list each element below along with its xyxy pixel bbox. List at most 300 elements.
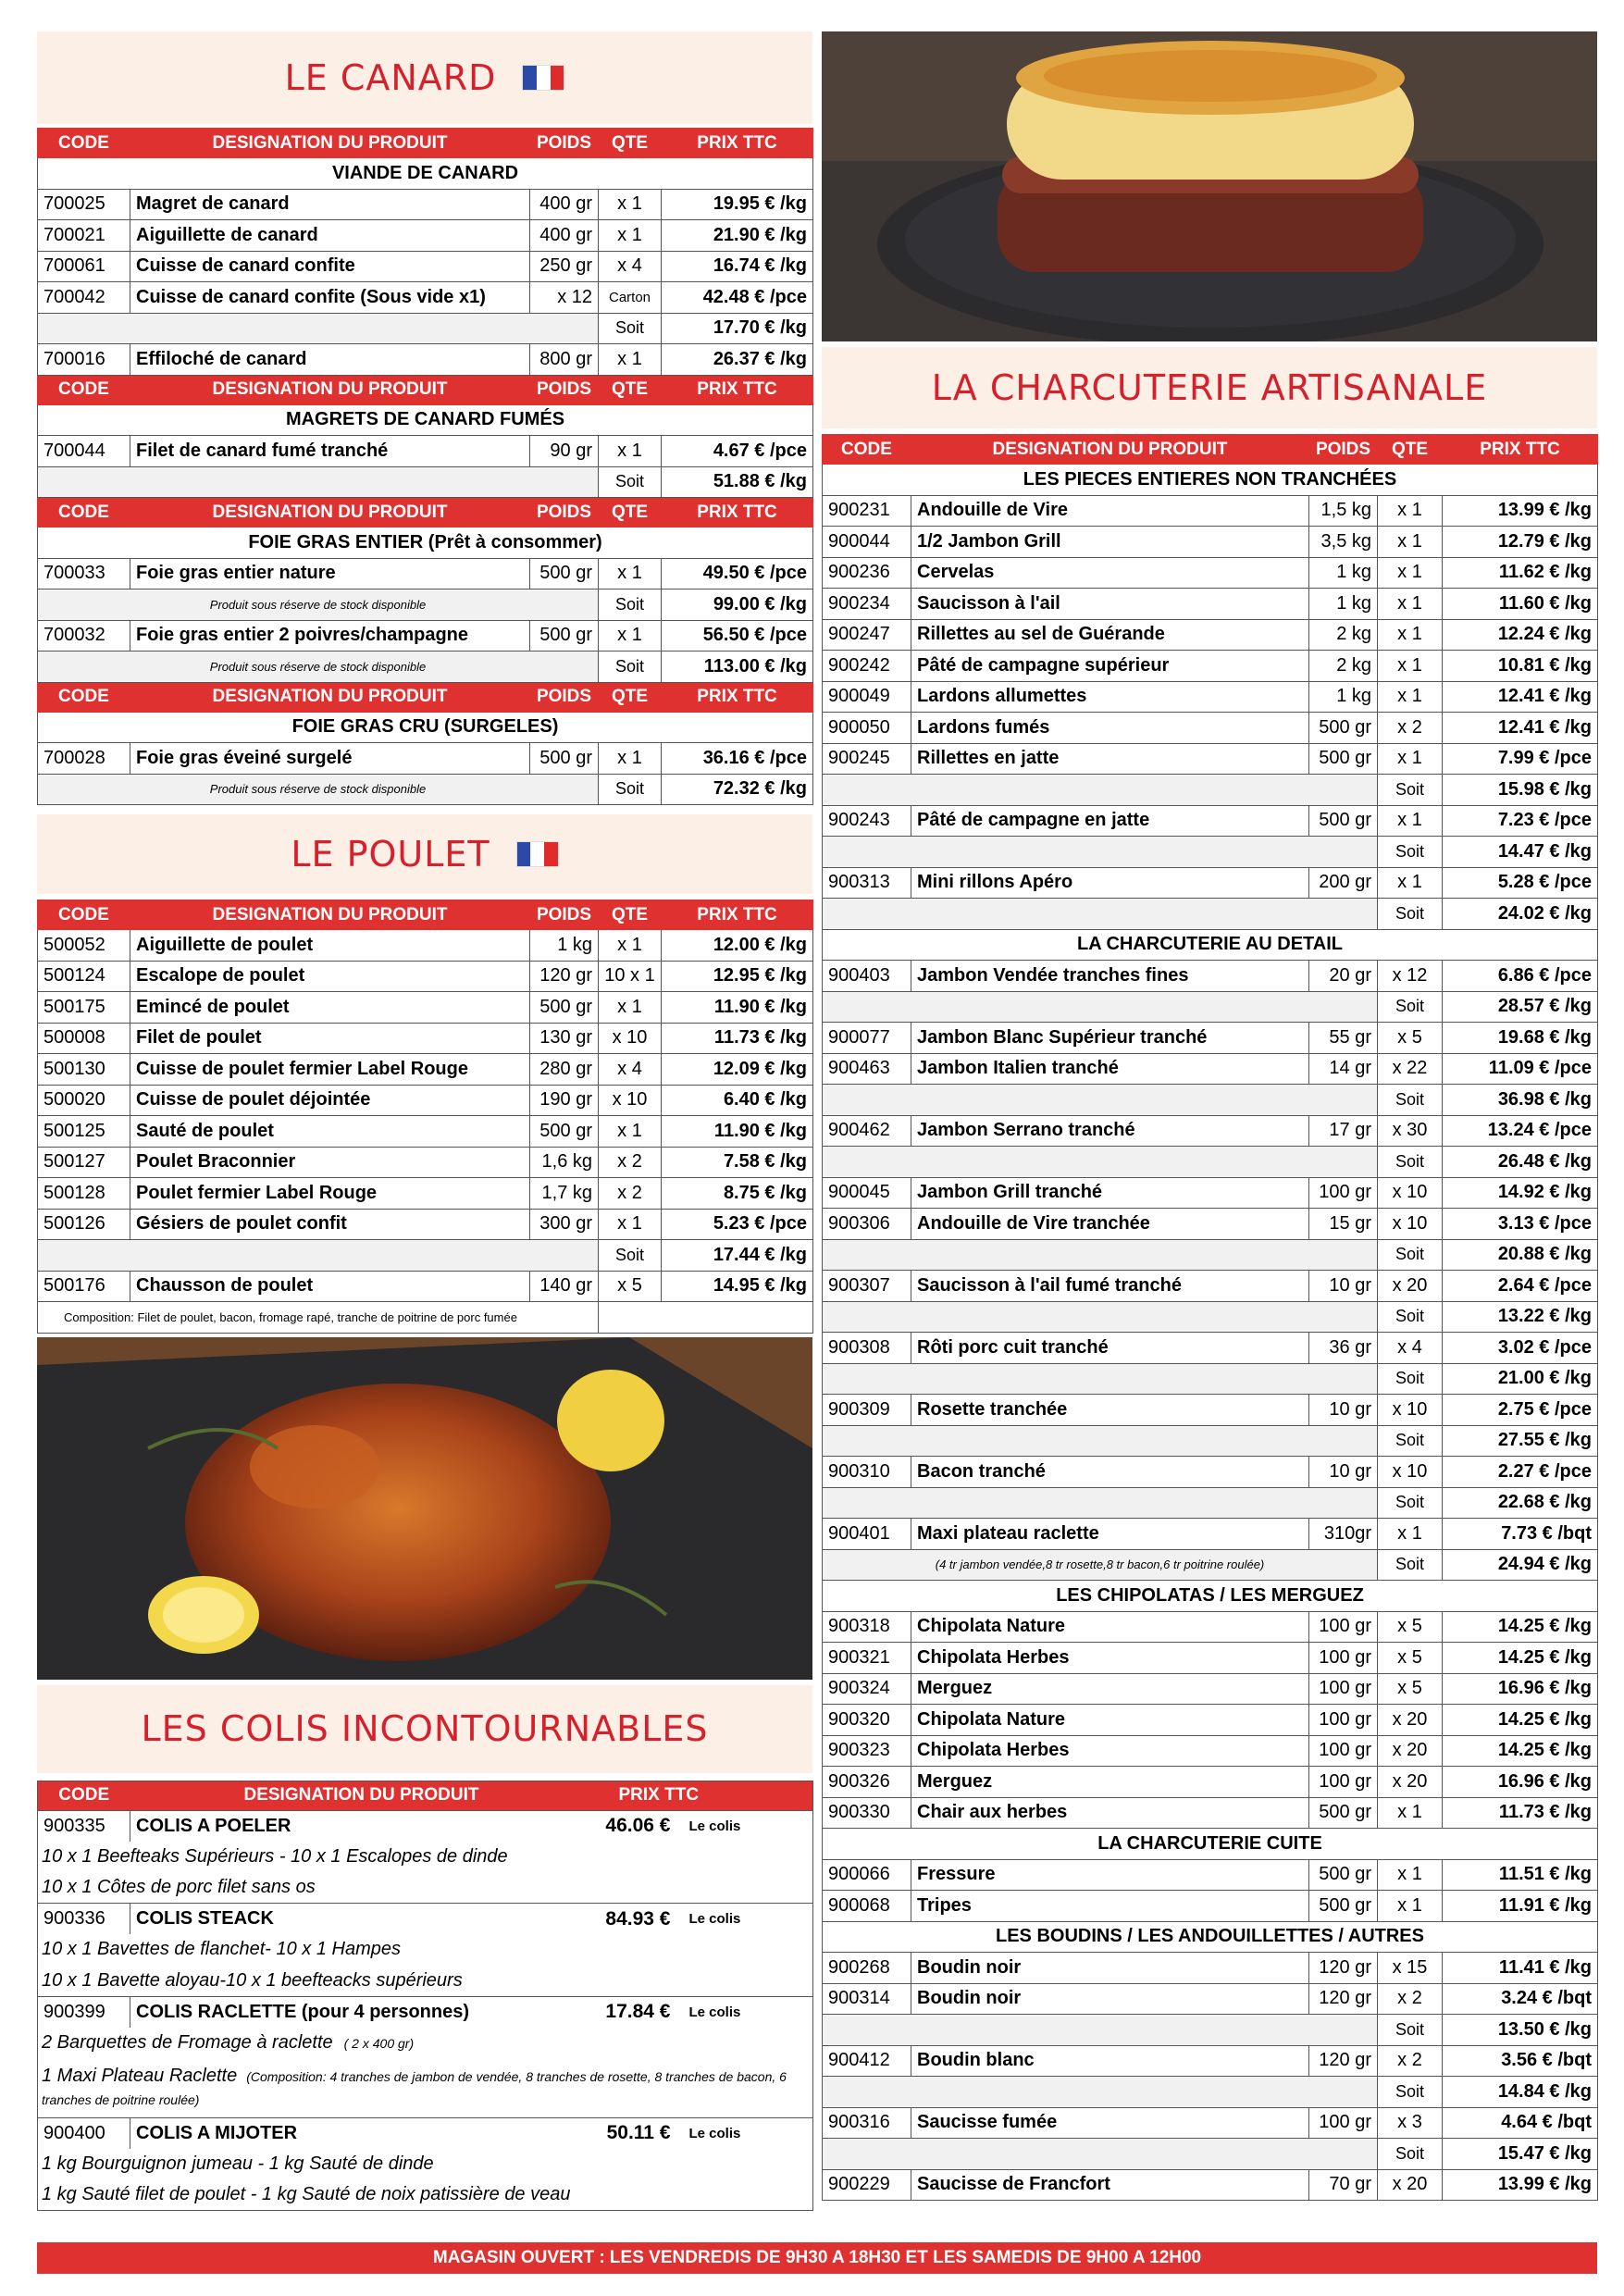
table-row — [823, 1859, 1598, 1891]
product-weight: 100 gr — [1309, 1643, 1378, 1674]
product-code: 900077 — [823, 1023, 911, 1054]
product-qty: x 1 — [599, 1116, 662, 1148]
unit-price: 27.55 € /kg — [1443, 1425, 1598, 1457]
note-cell — [38, 466, 599, 498]
product-code: 900314 — [823, 1983, 911, 2015]
empty-cell — [599, 1302, 813, 1334]
product-code: 900326 — [823, 1767, 911, 1798]
charcuterie-price-table — [822, 434, 1598, 2201]
header-cell: QTE — [599, 498, 662, 527]
table-row — [38, 930, 813, 962]
product-price: 19.68 € /kg — [1443, 1023, 1598, 1054]
colis-description — [38, 2028, 813, 2059]
table-header-row — [38, 129, 813, 158]
product-qty: x 22 — [1378, 1053, 1443, 1085]
note-cell — [823, 2139, 1378, 2170]
product-weight: 310gr — [1309, 1519, 1378, 1550]
product-code: 900324 — [823, 1673, 911, 1705]
product-price: 11.90 € /kg — [662, 992, 813, 1024]
product-code: 900247 — [823, 619, 911, 651]
price-per-unit-row — [38, 652, 813, 683]
header-cell: CODE — [38, 1781, 130, 1810]
stock-note: Produit sous réserve de stock disponible — [209, 659, 427, 674]
section-row — [38, 158, 813, 190]
product-price: 6.40 € /kg — [662, 1085, 813, 1116]
table-row — [38, 282, 813, 314]
table-row — [823, 961, 1598, 992]
product-code: 900306 — [823, 1209, 911, 1240]
note-cell — [823, 1147, 1378, 1178]
price-per-unit-row — [823, 1239, 1598, 1271]
table-header-row — [38, 1781, 813, 1810]
product-code: 900050 — [823, 713, 911, 744]
product-price: 2.75 € /pce — [1443, 1395, 1598, 1426]
header-cell: POIDS — [530, 682, 599, 712]
product-code: 900308 — [823, 1333, 911, 1364]
product-qty: x 3 — [1378, 2107, 1443, 2139]
product-code: 900044 — [823, 527, 911, 558]
product-name: Mini rillons Apéro — [911, 867, 1309, 899]
left-column — [37, 31, 812, 2211]
section-row — [823, 1581, 1598, 1612]
price-per-unit-row — [823, 1147, 1598, 1178]
note-cell — [823, 775, 1378, 806]
colis-description-text: 1 kg Sauté filet de poulet - 1 kg Sauté de noix patissière de veau — [42, 2184, 571, 2204]
product-code: 900231 — [823, 495, 911, 527]
product-qty: x 1 — [1378, 651, 1443, 682]
unit-price: 113.00 € /kg — [662, 652, 813, 683]
header-cell: POIDS — [530, 900, 599, 930]
header-cell: CODE — [38, 682, 130, 712]
product-code: 900245 — [823, 743, 911, 775]
table-row — [38, 558, 813, 590]
table-row — [38, 436, 813, 467]
price-per-unit-row — [823, 1301, 1598, 1333]
product-name: Chipolata Herbes — [911, 1643, 1309, 1674]
product-price: 13.24 € /pce — [1443, 1115, 1598, 1147]
price-per-unit-row — [38, 466, 813, 498]
product-weight: 1 kg — [1309, 589, 1378, 620]
product-name: Chipolata Nature — [911, 1611, 1309, 1643]
table-row — [38, 743, 813, 775]
colis-title: LES COLIS INCONTOURNABLES — [141, 1708, 709, 1749]
product-price: 11.73 € /kg — [1443, 1797, 1598, 1829]
product-qty: x 5 — [1378, 1673, 1443, 1705]
product-price: 11.60 € /kg — [1443, 589, 1598, 620]
colis-description — [38, 2058, 813, 2117]
product-price: 12.41 € /kg — [1443, 681, 1598, 713]
product-name: Merguez — [911, 1673, 1309, 1705]
poulet-table — [37, 900, 812, 1334]
product-qty: x 10 — [1378, 1177, 1443, 1209]
product-price: 4.64 € /bqt — [1443, 2107, 1598, 2139]
product-name: Chausson de poulet — [130, 1271, 530, 1302]
table-row — [38, 992, 813, 1024]
colis-description — [38, 2149, 813, 2180]
table-row — [823, 527, 1598, 558]
product-qty: x 1 — [1378, 1797, 1443, 1829]
product-price: 14.25 € /kg — [1443, 1705, 1598, 1736]
product-price: 42.48 € /pce — [662, 282, 813, 314]
product-weight: 500 gr — [530, 1116, 599, 1148]
soit-label: Soit — [1378, 1239, 1443, 1271]
product-name: Emincé de poulet — [130, 992, 530, 1024]
product-price: 11.73 € /kg — [662, 1023, 813, 1054]
product-code: 900323 — [823, 1735, 911, 1767]
stock-note: Produit sous réserve de stock disponible — [209, 597, 427, 612]
unit-price: 21.00 € /kg — [1443, 1363, 1598, 1395]
colis-description-text: 10 x 1 Bavettes de flanchet- 10 x 1 Hampes — [42, 1939, 401, 1960]
colis-code: 900399 — [38, 1996, 130, 2028]
colis-name: COLIS RACLETTE (pour 4 personnes) — [130, 1996, 593, 2028]
product-code: 900229 — [823, 2169, 911, 2201]
soit-label: Soit — [1378, 837, 1443, 868]
product-qty: x 20 — [1378, 2169, 1443, 2201]
note-cell — [823, 2077, 1378, 2108]
product-name: Jambon Grill tranché — [911, 1177, 1309, 1209]
price-per-unit-row — [823, 899, 1598, 930]
product-weight: 10 gr — [1309, 1395, 1378, 1426]
product-name: Jambon Italien tranché — [911, 1053, 1309, 1085]
product-weight: 10 gr — [1309, 1271, 1378, 1302]
product-code: 700042 — [38, 282, 130, 314]
product-weight: 500 gr — [530, 620, 599, 652]
product-name: Merguez — [911, 1767, 1309, 1798]
product-qty: x 12 — [1378, 961, 1443, 992]
product-price: 21.90 € /kg — [662, 220, 813, 252]
product-name: Saucisse fumée — [911, 2107, 1309, 2139]
note-cell — [38, 590, 599, 621]
product-code: 500176 — [38, 1271, 130, 1302]
header-cell: DESIGNATION DU PRODUIT — [130, 682, 530, 712]
product-code: 900316 — [823, 2107, 911, 2139]
product-name: 1/2 Jambon Grill — [911, 527, 1309, 558]
product-qty: x 1 — [1378, 557, 1443, 589]
product-name: Fressure — [911, 1859, 1309, 1891]
product-name: Escalope de poulet — [130, 961, 530, 992]
header-cell: DESIGNATION DU PRODUIT — [911, 435, 1309, 465]
table-row — [823, 1395, 1598, 1426]
product-price: 3.13 € /pce — [1443, 1209, 1598, 1240]
product-qty: x 1 — [599, 1209, 662, 1240]
header-cell: QTE — [599, 129, 662, 158]
product-price: 12.09 € /kg — [662, 1054, 813, 1086]
product-name: Jambon Vendée tranches fines — [911, 961, 1309, 992]
price-per-unit-row — [38, 1240, 813, 1272]
table-row — [823, 1735, 1598, 1767]
product-qty: x 4 — [599, 1054, 662, 1086]
table-row — [823, 2045, 1598, 2077]
section-row — [38, 404, 813, 436]
product-weight: 100 gr — [1309, 1705, 1378, 1736]
colis-price-table — [37, 1781, 813, 2212]
unit-price: 26.48 € /kg — [1443, 1147, 1598, 1178]
table-row — [38, 220, 813, 252]
product-qty: 10 x 1 — [599, 961, 662, 992]
product-code: 700028 — [38, 743, 130, 775]
product-qty: x 10 — [1378, 1209, 1443, 1240]
table-row — [823, 2107, 1598, 2139]
product-weight: 280 gr — [530, 1054, 599, 1086]
colis-description — [38, 1872, 813, 1904]
colis-name: COLIS A MIJOTER — [130, 2117, 593, 2149]
product-name: Cuisse de canard confite (Sous vide x1) — [130, 282, 530, 314]
product-name: Filet de poulet — [130, 1023, 530, 1054]
product-price: 14.25 € /kg — [1443, 1643, 1598, 1674]
table-row — [823, 1953, 1598, 1984]
product-code: 900234 — [823, 589, 911, 620]
product-qty: x 1 — [1378, 805, 1443, 837]
product-qty: x 20 — [1378, 1767, 1443, 1798]
header-cell: CODE — [38, 129, 130, 158]
product-qty: x 5 — [599, 1271, 662, 1302]
colis-table — [37, 1781, 812, 2212]
section-title: VIANDE DE CANARD — [38, 158, 813, 190]
unit-price: 17.44 € /kg — [662, 1240, 813, 1272]
product-weight: 55 gr — [1309, 1023, 1378, 1054]
table-row — [38, 1209, 813, 1240]
product-weight: 1 kg — [1309, 681, 1378, 713]
product-weight: 120 gr — [1309, 1983, 1378, 2015]
product-weight: 100 gr — [1309, 1177, 1378, 1209]
header-cell: PRIX TTC — [662, 375, 813, 404]
unit-price: 14.84 € /kg — [1443, 2077, 1598, 2108]
product-price: 11.41 € /kg — [1443, 1953, 1598, 1984]
product-weight: 500 gr — [1309, 713, 1378, 744]
product-weight: 400 gr — [530, 220, 599, 252]
product-name: Cuisse de canard confite — [130, 251, 530, 282]
poulet-title-box — [37, 814, 812, 894]
section-row — [823, 1921, 1598, 1953]
poulet-price-table — [37, 900, 813, 1334]
colis-row — [38, 1810, 813, 1842]
product-qty: x 1 — [599, 220, 662, 252]
product-name: Saucisse de Francfort — [911, 2169, 1309, 2201]
product-code: 900068 — [823, 1891, 911, 1922]
product-qty: x 1 — [1378, 1859, 1443, 1891]
soit-label: Soit — [1378, 2139, 1443, 2170]
product-code: 900307 — [823, 1271, 911, 1302]
product-qty: x 4 — [1378, 1333, 1443, 1364]
product-name: Saucisson à l'ail fumé tranché — [911, 1271, 1309, 1302]
product-price: 7.23 € /pce — [1443, 805, 1598, 837]
table-row — [823, 1053, 1598, 1085]
product-weight: 100 gr — [1309, 1611, 1378, 1643]
product-price: 8.75 € /kg — [662, 1178, 813, 1210]
colis-unit: Le colis — [676, 2117, 813, 2149]
header-cell: QTE — [1378, 435, 1443, 465]
product-name: Sauté de poulet — [130, 1116, 530, 1148]
opening-hours-footer: MAGASIN OUVERT : LES VENDREDIS DE 9H30 A 18H30 ET LES SAMEDIS DE 9H00 A 12H00 — [37, 2242, 1597, 2274]
product-code: 500020 — [38, 1085, 130, 1116]
soit-label: Soit — [599, 313, 662, 344]
soit-label: Soit — [1378, 1147, 1443, 1178]
colis-line-detail: ( 2 x 400 gr) — [343, 2035, 415, 2051]
product-weight: 70 gr — [1309, 2169, 1378, 2201]
canard-tables — [37, 128, 812, 805]
product-weight: 120 gr — [1309, 2045, 1378, 2077]
price-per-unit-row — [823, 1487, 1598, 1519]
colis-unit: Le colis — [676, 1810, 813, 1842]
table-row — [823, 1115, 1598, 1147]
product-price: 2.27 € /pce — [1443, 1457, 1598, 1488]
product-weight: 15 gr — [1309, 1209, 1378, 1240]
product-name: Andouille de Vire — [911, 495, 1309, 527]
header-cell: CODE — [38, 498, 130, 527]
soit-label: Soit — [1378, 1549, 1443, 1581]
product-name: Saucisson à l'ail — [911, 589, 1309, 620]
product-weight: 3,5 kg — [1309, 527, 1378, 558]
soit-label: Soit — [1378, 899, 1443, 930]
colis-price: 17.84 € — [593, 1996, 676, 2028]
product-weight: 500 gr — [1309, 805, 1378, 837]
header-cell: DESIGNATION DU PRODUIT — [130, 498, 530, 527]
product-weight: 10 gr — [1309, 1457, 1378, 1488]
product-price: 2.64 € /pce — [1443, 1271, 1598, 1302]
product-name: Boudin noir — [911, 1953, 1309, 1984]
product-qty: x 1 — [1378, 1891, 1443, 1922]
product-qty: x 2 — [1378, 713, 1443, 744]
product-name: Jambon Blanc Supérieur tranché — [911, 1023, 1309, 1054]
product-qty: x 10 — [1378, 1457, 1443, 1488]
table-row — [38, 344, 813, 376]
product-price: 12.24 € /kg — [1443, 619, 1598, 651]
product-qty: x 10 — [1378, 1395, 1443, 1426]
product-name: Lardons fumés — [911, 713, 1309, 744]
note-cell — [823, 2015, 1378, 2046]
colis-price: 50.11 € — [593, 2117, 676, 2149]
product-weight: 20 gr — [1309, 961, 1378, 992]
product-name: Bacon tranché — [911, 1457, 1309, 1488]
product-qty: x 1 — [599, 436, 662, 467]
colis-name: COLIS STEACK — [130, 1904, 593, 1935]
product-weight: 130 gr — [530, 1023, 599, 1054]
header-cell: POIDS — [530, 498, 599, 527]
header-cell: DESIGNATION DU PRODUIT — [130, 375, 530, 404]
colis-description-text: 10 x 1 Côtes de porc filet sans os — [42, 1877, 316, 1897]
header-cell: QTE — [599, 375, 662, 404]
product-qty: x 1 — [1378, 527, 1443, 558]
product-price: 11.51 € /kg — [1443, 1859, 1598, 1891]
product-code: 900313 — [823, 867, 911, 899]
note-cell — [823, 1239, 1378, 1271]
product-code: 900320 — [823, 1705, 911, 1736]
product-price: 12.41 € /kg — [1443, 713, 1598, 744]
header-cell: POIDS — [530, 375, 599, 404]
note-cell — [38, 652, 599, 683]
product-code: 700033 — [38, 558, 130, 590]
product-name: Cuisse de poulet fermier Label Rouge — [130, 1054, 530, 1086]
table-row — [823, 1767, 1598, 1798]
product-code: 900318 — [823, 1611, 911, 1643]
product-price: 14.25 € /kg — [1443, 1735, 1598, 1767]
table-header-row — [38, 900, 813, 930]
product-price: 5.28 € /pce — [1443, 867, 1598, 899]
section-title: LA CHARCUTERIE AU DETAIL — [823, 929, 1598, 961]
right-column — [822, 31, 1597, 2201]
canard-price-table — [37, 128, 813, 805]
product-price: 4.67 € /pce — [662, 436, 813, 467]
product-weight: 2 kg — [1309, 619, 1378, 651]
unit-price: 99.00 € /kg — [662, 590, 813, 621]
table-row — [38, 1054, 813, 1086]
price-per-unit-row — [38, 313, 813, 344]
section-title: LES CHIPOLATAS / LES MERGUEZ — [823, 1581, 1598, 1612]
soit-label: Soit — [599, 1240, 662, 1272]
soit-label: Soit — [1378, 1085, 1443, 1116]
table-row — [38, 1116, 813, 1148]
soit-label: Soit — [1378, 1363, 1443, 1395]
soit-label: Soit — [1378, 991, 1443, 1023]
product-name: Rosette tranchée — [911, 1395, 1309, 1426]
product-qty: x 2 — [1378, 2045, 1443, 2077]
soit-label: Soit — [599, 652, 662, 683]
table-row — [823, 651, 1598, 682]
header-cell: QTE — [599, 682, 662, 712]
price-per-unit-row — [823, 991, 1598, 1023]
product-price: 49.50 € /pce — [662, 558, 813, 590]
product-qty: x 15 — [1378, 1953, 1443, 1984]
product-weight: 250 gr — [530, 251, 599, 282]
soit-label: Soit — [599, 774, 662, 805]
composition-note: Composition: Filet de poulet, bacon, fromage rapé, tranche de poitrine de porc fumée — [38, 1302, 599, 1334]
section-title: FOIE GRAS CRU (SURGELES) — [38, 712, 813, 743]
product-qty: x 2 — [599, 1147, 662, 1178]
soit-label: Soit — [599, 466, 662, 498]
unit-price: 24.02 € /kg — [1443, 899, 1598, 930]
product-qty: x 1 — [1378, 867, 1443, 899]
product-weight: 1 kg — [1309, 557, 1378, 589]
note-cell — [823, 899, 1378, 930]
header-cell: DESIGNATION DU PRODUIT — [130, 129, 530, 158]
product-name: Rillettes en jatte — [911, 743, 1309, 775]
table-row — [38, 1178, 813, 1210]
colis-description — [38, 1842, 813, 1873]
product-name: Maxi plateau raclette — [911, 1519, 1309, 1550]
table-row — [38, 1147, 813, 1178]
product-weight: 1,6 kg — [530, 1147, 599, 1178]
product-qty: x 1 — [599, 620, 662, 652]
product-weight: 140 gr — [530, 1271, 599, 1302]
table-row — [38, 1023, 813, 1054]
table-header-row — [38, 375, 813, 404]
table-row — [823, 743, 1598, 775]
colis-price: 46.06 € — [593, 1810, 676, 1842]
section-row — [823, 465, 1598, 496]
product-name: Effiloché de canard — [130, 344, 530, 376]
header-cell: POIDS — [1309, 435, 1378, 465]
table-row — [823, 867, 1598, 899]
product-name: Rillettes au sel de Guérande — [911, 619, 1309, 651]
product-code: 900242 — [823, 651, 911, 682]
price-per-unit-row — [823, 1085, 1598, 1116]
product-code: 900330 — [823, 1797, 911, 1829]
header-cell: PRIX TTC — [662, 498, 813, 527]
product-name: Cuisse de poulet déjointée — [130, 1085, 530, 1116]
product-weight: 500 gr — [530, 992, 599, 1024]
product-code: 900243 — [823, 805, 911, 837]
table-row — [823, 1519, 1598, 1550]
product-qty: x 1 — [1378, 495, 1443, 527]
section-title: LES BOUDINS / LES ANDOUILLETTES / AUTRES — [823, 1921, 1598, 1953]
product-price: 7.99 € /pce — [1443, 743, 1598, 775]
product-price: 16.96 € /kg — [1443, 1767, 1598, 1798]
product-code: 700061 — [38, 251, 130, 282]
product-qty: x 1 — [599, 189, 662, 220]
product-name: Aiguillette de canard — [130, 220, 530, 252]
table-row — [823, 1177, 1598, 1209]
product-name: Pâté de campagne en jatte — [911, 805, 1309, 837]
